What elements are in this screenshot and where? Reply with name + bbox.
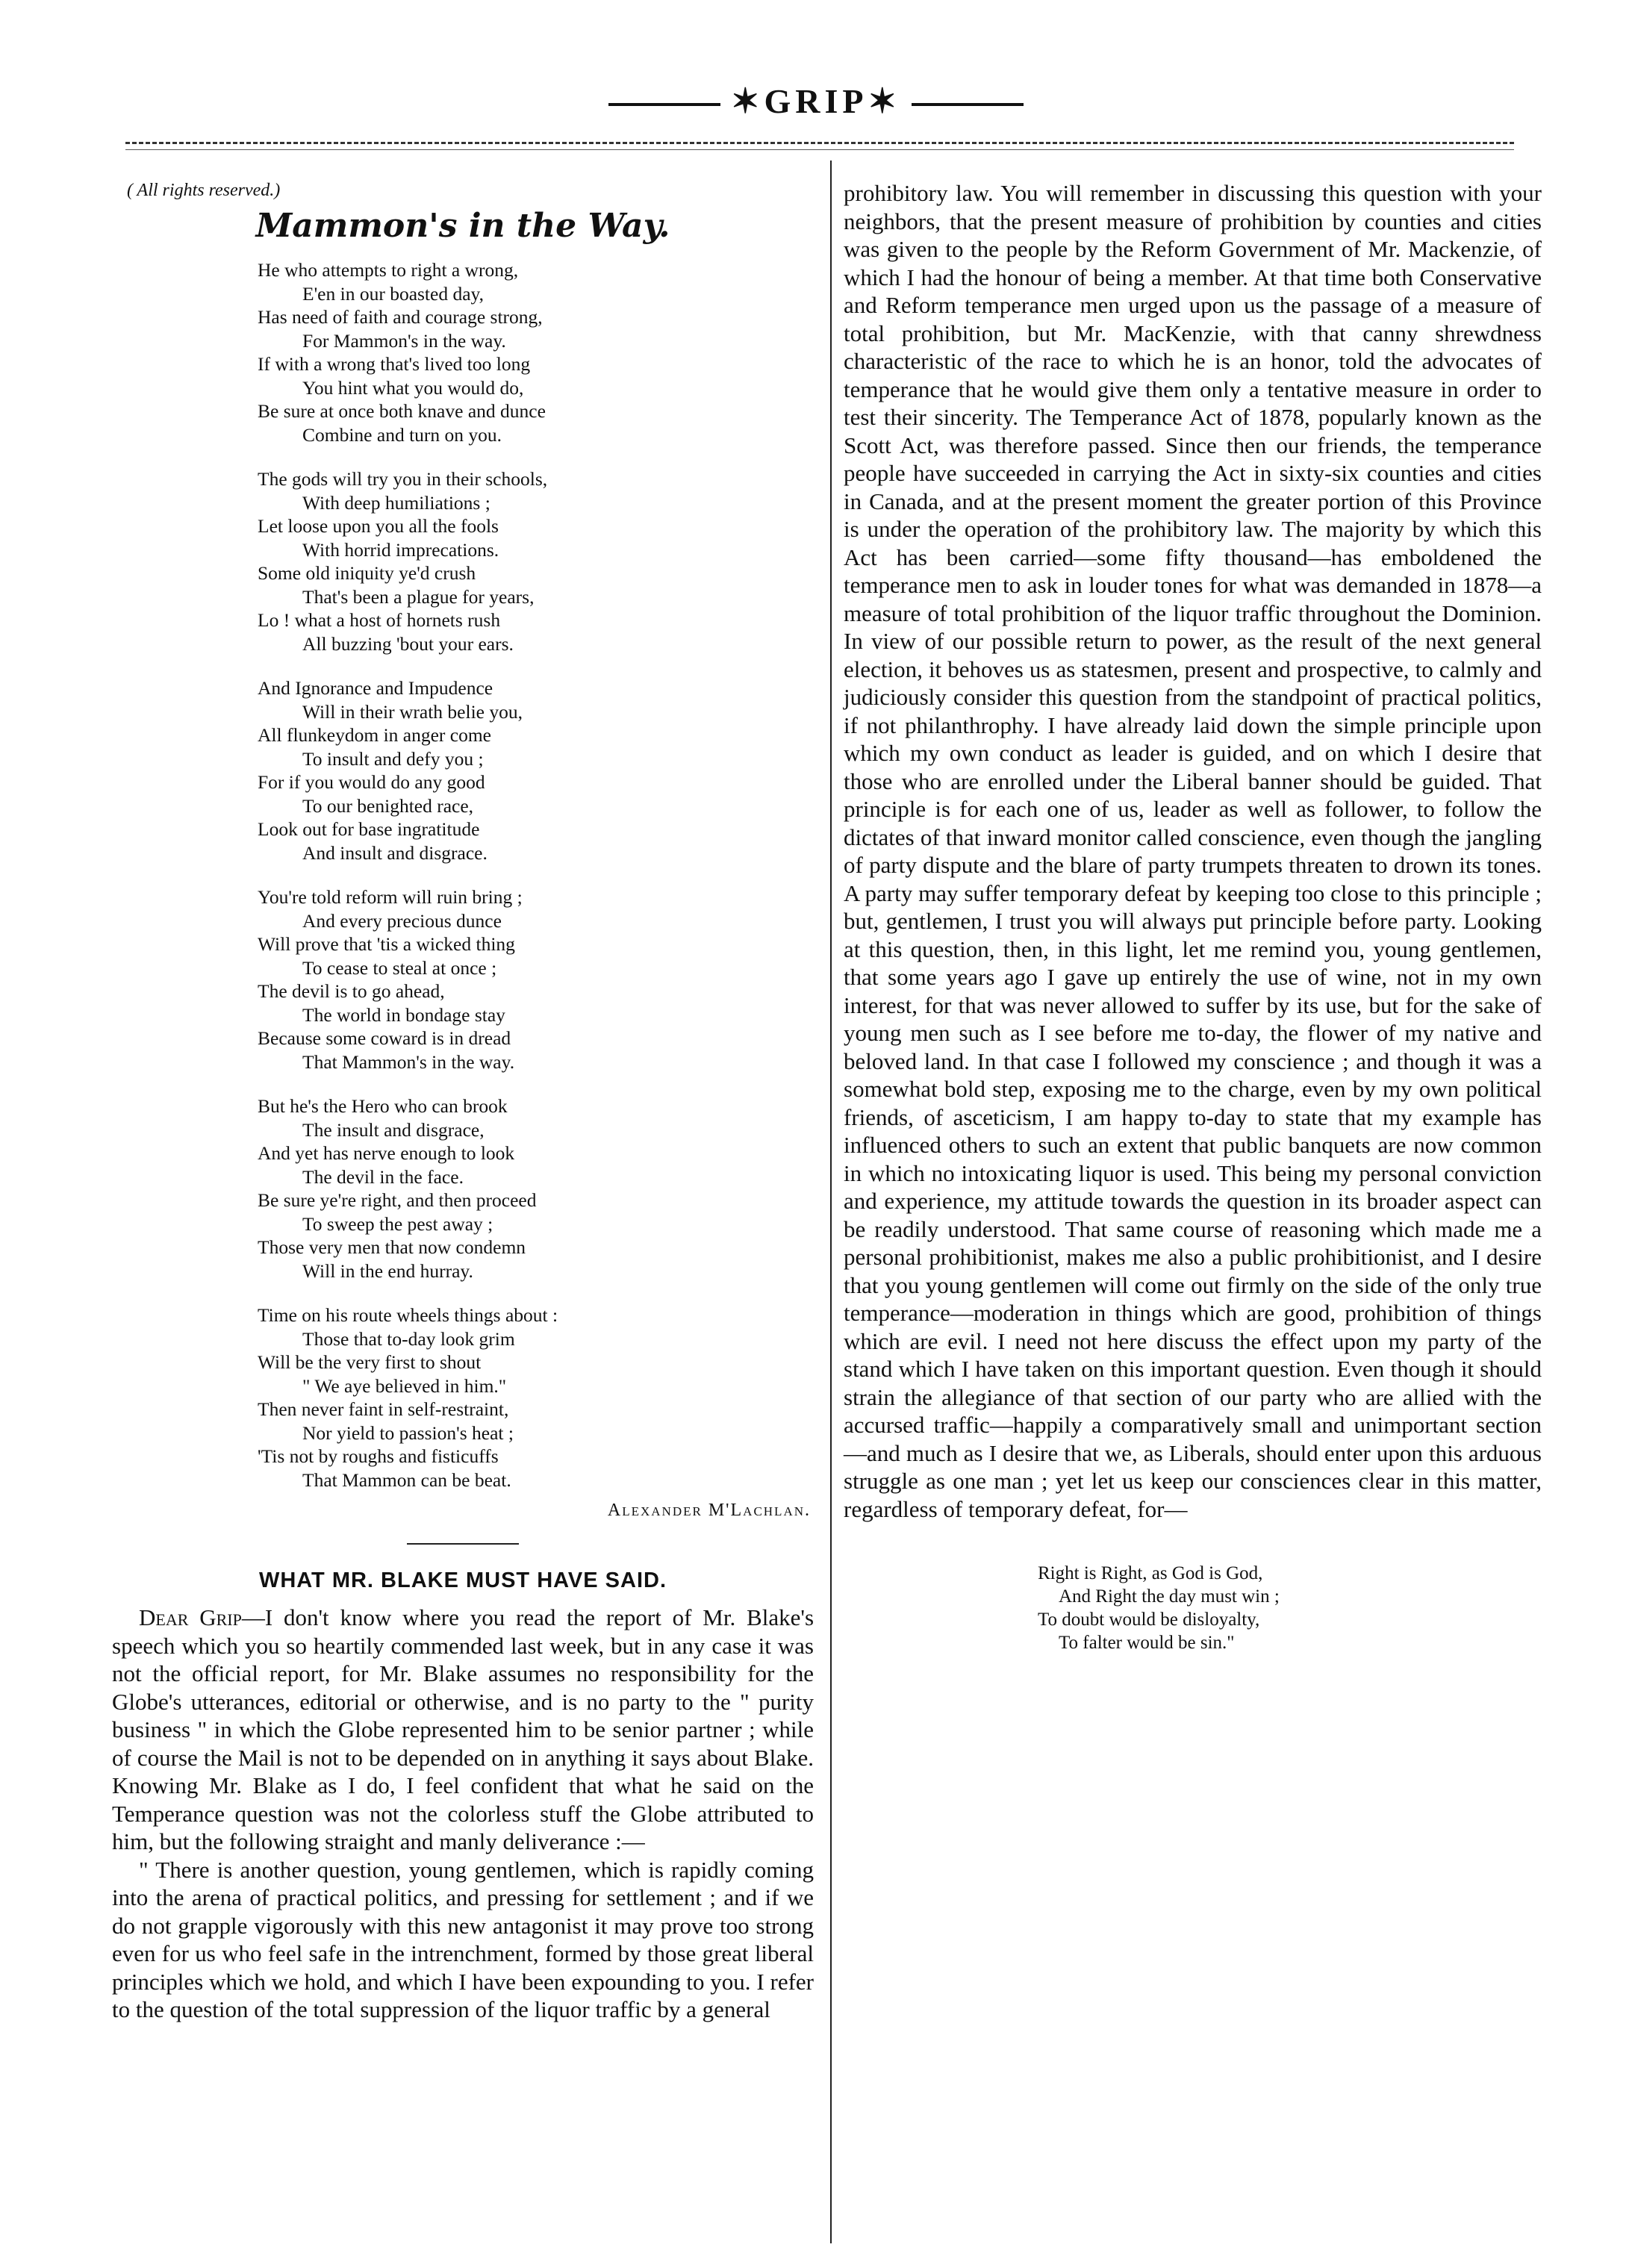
article-salutation: Dear Grip xyxy=(139,1604,242,1630)
poem-line: E'en in our boasted day, xyxy=(302,282,484,305)
poem-stanza xyxy=(258,676,814,864)
poem-line: Some old iniquity ye'd crush xyxy=(258,562,476,584)
poem-line: And every precious dunce xyxy=(302,909,502,932)
verse-line: Right is Right, as God is God, xyxy=(1038,1563,1263,1583)
article-paragraph: prohibitory law. You will remember in discussing this question with your neighbors, that the present measure of prohibition by counties and cities was given to the people by the Reform Government of Mr. Mackenzie, of which I had the honour of being a member. At that time both Conservative and Reform temperance men urged upon us the passage of a measure of total prohibition, but Mr. MacKenzie, with that canny shrewdness characteristic of the race to which he is an honor, told the advocates of temperance that he would give them only a tentative measure in order to test their sincerity. The Temperance Act of 1878, popularly known as the Scott Act, was therefore passed. Since then our friends, the temperance people have succeeded in carrying the Act in sixty-six counties and cities in Canada, and at the present moment the greater portion of this Province is under the operation of the prohibitory law. The majority by which this Act has been carried—some fifty thousand—has emboldened the temperance men to ask in louder tones for what was demanded in 1878—a measure of total prohibition of the liquor traffic throughout the Dominion. In view of our possible return to power, as the result of the next general election, it behoves us as statesmen, present and prospective, to calmly and judiciously consider this question from the standpoint of practical politics, if not philanthrophy. I have already laid down the simple principle upon which my own conduct as leader is guided, and on which I desire that those who are enrolled under the Liberal banner should be guided. That principle is for each one of us, leader as well as follower, to follow the dictates of that inward monitor called conscience, even though the jangling of party dispute and the blare of party trumpets threaten to drown its tones. A party may suffer temporary defeat by keeping too close to this principle ; but, gentlemen, I trust you will always put principle before party. Looking at this question, then, in this light, let me remind you, young gentlemen, that some years ago I gave up entirely the use of wine, not in my own interest, for that was never allowed to suffer by its use, but for the sake of young men such as I see before me to-day, the flower of my native and beloved land. In that case I followed my conscience ; and though it was a somewhat bold step, exposing me to the charge, even by my own political friends, of asceticism, I am happy to-day to state that my example has influenced others to such an extent that public banquets are now common in which no intoxicating liquor is used. This being my personal conviction and experience, my attitude towards the question in its broader aspect can be readily understood. That same course of reasoning which made me a personal prohibitionist, makes me also a public prohibitionist, and I desire that you young gentlemen will come out firmly on the side of the only true temperance—moderation in things which are good, prohibition of things which are evil. I need not here discuss the effect upon my party of the stand which I have taken on this important question. Even though it should strain the allegiance of that section of our party who are allied with the accursed traffic—happily a comparatively small and unimportant section—and much as I desire that we, as Liberals, should enter upon this arduous struggle as one man ; yet let us keep our consciences clear in this matter, regardless of temporary defeat, for— xyxy=(844,180,1542,1522)
poem-line: " We aye believed in him." xyxy=(302,1374,507,1397)
poem-line: Lo ! what a host of hornets rush xyxy=(258,609,501,631)
poem-line: Will prove that 'tis a wicked thing xyxy=(258,933,515,955)
poem-line: Let loose upon you all the fools xyxy=(258,515,499,537)
masthead-rule-right xyxy=(912,103,1024,106)
verse-line: To falter would be sin." xyxy=(1059,1633,1235,1653)
masthead xyxy=(0,81,1632,121)
masthead-star-right: ✶ xyxy=(868,82,902,120)
poem-line: The devil is to go ahead, xyxy=(258,980,445,1002)
poem-line: For Mammon's in the way. xyxy=(302,329,506,352)
poem-line: Then never faint in self-restraint, xyxy=(258,1398,509,1420)
poem-line: That's been a plague for years, xyxy=(302,585,535,608)
masthead-title: GRIP xyxy=(764,82,868,120)
masthead-star-left: ✶ xyxy=(730,82,764,120)
poem-line: For if you would do any good xyxy=(258,771,485,793)
article-title: WHAT MR. BLAKE MUST HAVE SAID. xyxy=(258,1568,667,1592)
poem-line: With horrid imprecations. xyxy=(302,538,499,561)
poem-line: To insult and defy you ; xyxy=(302,747,484,770)
right-column xyxy=(844,179,1542,1654)
poem-line: You hint what you would do, xyxy=(302,376,524,399)
poem-line: You're told reform will ruin bring ; xyxy=(258,886,523,908)
poem-line: Those that to-day look grim xyxy=(302,1327,515,1350)
verse-line: To doubt would be disloyalty, xyxy=(1038,1610,1260,1630)
poem-line: That Mammon's in the way. xyxy=(302,1050,515,1073)
column-divider xyxy=(830,161,832,2243)
article-paragraph xyxy=(112,1604,814,1856)
poem-line: And insult and disgrace. xyxy=(302,841,488,864)
poem-line: Will in their wrath belie you, xyxy=(302,700,523,723)
poem-line: Time on his route wheels things about : xyxy=(258,1304,558,1326)
poem-line: Be sure ye're right, and then proceed xyxy=(258,1189,537,1211)
poem-line: To our benighted race, xyxy=(302,794,474,817)
poem-line: The insult and disgrace, xyxy=(302,1118,485,1141)
poem-line: And Ignorance and Impudence xyxy=(258,677,493,699)
poem-line: Will be the very first to shout xyxy=(258,1351,482,1373)
poem-line: Will in the end hurray. xyxy=(302,1259,473,1282)
poem-line: If with a wrong that's lived too long xyxy=(258,353,531,375)
header-divider-line xyxy=(125,149,1514,150)
verse-line: And Right the day must win ; xyxy=(1059,1586,1280,1607)
poem-stanza xyxy=(258,467,814,655)
left-column xyxy=(112,181,814,2024)
poem-line: To sweep the pest away ; xyxy=(302,1212,493,1235)
poem-author: Alexander M'Lachlan. xyxy=(607,1501,811,1520)
header-divider xyxy=(125,142,1514,144)
poem-line: Nor yield to passion's heat ; xyxy=(302,1421,514,1444)
article-paragraph: " There is another question, young gentlemen, which is rapidly coming into the arena of practical politics, and pressing for settlement ; and if we do not grapple vigorously with this new antagonist it may prove too strong even for us who feel safe in the intrenchment, formed by those great liberal principles which we hold, and which I have been expounding to you. I refer to the question of the total suppression of the liquor traffic by a general xyxy=(112,1856,814,2022)
poem-title: Mammon's in the Way. xyxy=(255,207,670,245)
rights-notice: ( All rights reserved.) xyxy=(127,181,281,200)
poem-line: To cease to steal at once ; xyxy=(302,956,497,979)
article-body-right xyxy=(844,179,1542,1523)
poem-line: Look out for base ingratitude xyxy=(258,818,480,840)
poem-line: With deep humiliations ; xyxy=(302,491,490,514)
poem-line: All buzzing 'bout your ears. xyxy=(302,632,514,655)
poem-stanza xyxy=(258,1303,814,1492)
poem-stanza xyxy=(258,1094,814,1283)
poem-stanza xyxy=(258,885,814,1074)
poem-line: That Mammon can be beat. xyxy=(302,1468,511,1491)
poem-line: All flunkeydom in anger come xyxy=(258,724,491,746)
poem-line: Combine and turn on you. xyxy=(302,423,502,446)
poem-stanza xyxy=(258,258,814,446)
poem-line: Those very men that now condemn xyxy=(258,1236,526,1258)
poem-line: He who attempts to right a wrong, xyxy=(258,259,519,281)
masthead-rule-left xyxy=(608,103,720,106)
poem-line: The devil in the face. xyxy=(302,1165,464,1188)
section-divider xyxy=(407,1543,519,1545)
poem-line: Because some coward is in dread xyxy=(258,1027,511,1049)
poem-line: But he's the Hero who can brook xyxy=(258,1095,508,1117)
article-paragraph-text: —I don't know where you read the report of Mr. Blake's speech which you so heartily commended last week, but in any case it was not the official report, for Mr. Blake assumes no responsibility for the Globe's utterances, editorial or otherwise, and is no party to the " purity business " in which the Globe represented him to be senior partner ; while of course the Mail is not to be depended on in anything it says about Blake. Knowing Mr. Blake as I do, I feel confident that what he said on the Temperance question was not the colorless stuff the Globe attributed to him, but the following straight and manly deliverance :— xyxy=(112,1604,815,1854)
closing-verse xyxy=(1038,1562,1542,1654)
article-body-left xyxy=(112,1604,814,2024)
poem-line: 'Tis not by roughs and fisticuffs xyxy=(258,1445,499,1467)
poem-line: The gods will try you in their schools, xyxy=(258,468,548,490)
poem-line: Be sure at once both knave and dunce xyxy=(258,400,546,422)
poem-line: Has need of faith and courage strong, xyxy=(258,306,543,328)
poem-line: And yet has nerve enough to look xyxy=(258,1142,515,1164)
poem-line: The world in bondage stay xyxy=(302,1003,505,1026)
